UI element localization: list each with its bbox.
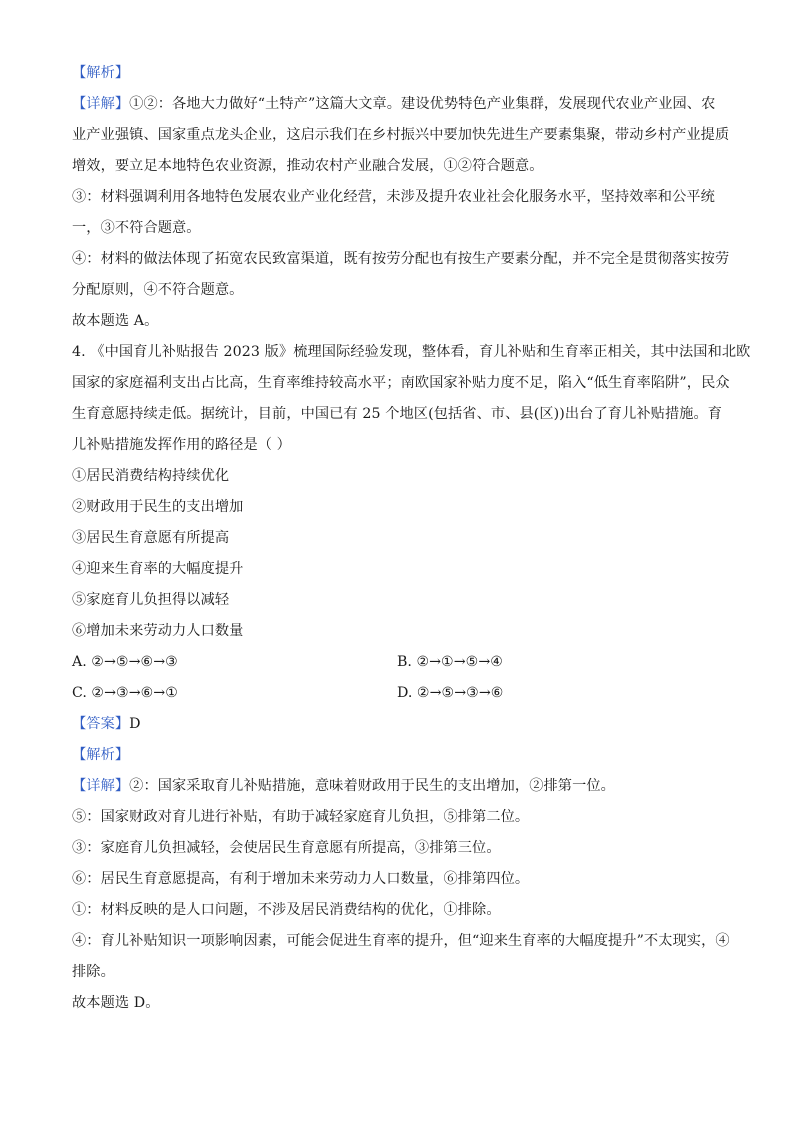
detail-tag: 【详解】 (72, 778, 130, 794)
question-stem-line: 儿补贴措施发挥作用的路径是（ ） (72, 437, 291, 453)
answer-value: D (129, 716, 141, 732)
question-item: ①居民消费结构持续优化 (72, 468, 230, 484)
option-b: B. ②→①→⑤→④ (397, 654, 503, 670)
option-c: C. ②→③→⑥→① (72, 685, 178, 701)
explanation-line: ⑥：居民生育意愿提高，有利于增加未来劳动力人口数量，⑥排第四位。 (72, 871, 530, 887)
point3-line: 一，③不符合题意。 (72, 220, 201, 236)
detail-text: ②：国家采取育儿补贴措施，意味着财政用于民生的支出增加，②排第一位。 (129, 778, 615, 794)
point4-line: ④：材料的做法体现了拓宽农民致富渠道，既有按劳分配也有按生产要素分配，并不完全是贯彻落实按劳 (72, 251, 730, 267)
options-row (72, 647, 722, 678)
detail-tag: 【详解】 (72, 96, 130, 112)
analysis-tag: 【解析】 (72, 747, 130, 763)
analysis-tag: 【解析】 (72, 65, 130, 81)
question-stem-line: 生育意愿持续走低。据统计，目前，中国已有 25 个地区(包括省、市、县(区))出台了育儿补贴措施。育 (72, 406, 723, 422)
point4-line: 分配原则，④不符合题意。 (72, 282, 244, 298)
document-page (72, 58, 751, 1019)
explanation-line: ①：材料反映的是人口问题，不涉及居民消费结构的优化，①排除。 (72, 902, 501, 918)
point3-line: ③：材料强调利用各地特色发展农业产业化经营，未涉及提升农业社会化服务水平，坚持效率和公平统 (72, 189, 715, 205)
options-row (72, 678, 722, 709)
conclusion-text: 故本题选 A。 (72, 313, 159, 329)
question-item: ⑥增加未来劳动力人口数量 (72, 623, 244, 639)
answer-line (72, 709, 722, 740)
conclusion-text: 故本题选 D。 (72, 995, 160, 1011)
question-item: ③居民生育意愿有所提高 (72, 530, 230, 546)
explanation-line: 排除。 (72, 964, 115, 980)
option-a: A. ②→⑤→⑥→③ (72, 654, 178, 670)
question-stem-line: 国家的家庭福利支出占比高，生育率维持较高水平；南欧国家补贴力度不足，陷入“低生育率陷阱”，民众 (72, 375, 730, 391)
question-item: ②财政用于民生的支出增加 (72, 499, 244, 515)
explanation-line: ⑤：国家财政对育儿进行补贴，有助于减轻家庭育儿负担，⑤排第二位。 (72, 809, 530, 825)
explanation-line: ③：家庭育儿负担减轻，会使居民生育意愿有所提高，③排第三位。 (72, 840, 501, 856)
question-item: ⑤家庭育儿负担得以减轻 (72, 592, 230, 608)
option-d: D. ②→⑤→③→⑥ (397, 685, 504, 701)
detail-paragraph-line: 增效，要立足本地特色农业资源，推动农村产业融合发展，①②符合题意。 (72, 158, 544, 174)
detail-text: ①②：各地大力做好“土特产”这篇大文章。建设优势特色产业集群，发展现代农业产业园、农 (129, 96, 716, 112)
explanation-line: ④：育儿补贴知识一项影响因素，可能会促进生育率的提升，但“迎来生育率的大幅度提升”不太现实，④ (72, 933, 730, 949)
question-stem-line: 4. 《中国育儿补贴报告 2023 版》梳理国际经验发现，整体看，育儿补贴和生育率正相关，其中法国和北欧 (72, 344, 751, 360)
question-item: ④迎来生育率的大幅度提升 (72, 561, 244, 577)
detail-paragraph-line (72, 89, 722, 120)
detail-paragraph-line: 业产业强镇、国家重点龙头企业，这启示我们在乡村振兴中要加快先进生产要素集聚，带动乡村产业提质 (72, 127, 730, 143)
answer-tag: 【答案】 (72, 716, 130, 732)
detail-paragraph-line (72, 771, 722, 802)
